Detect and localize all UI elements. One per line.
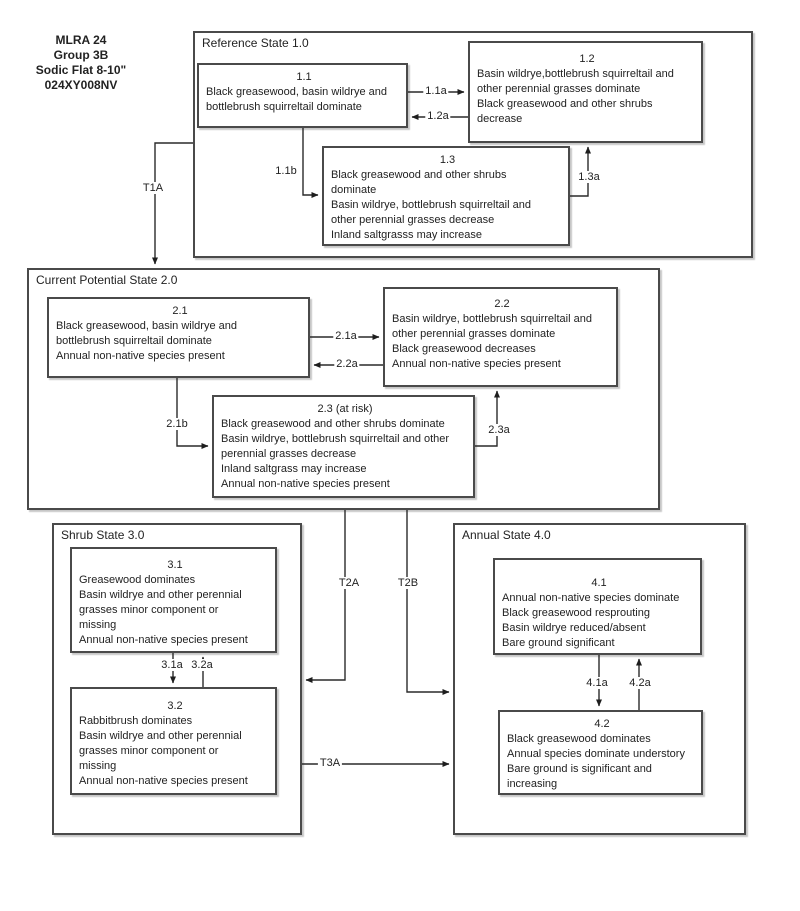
reference-state-label: Reference State 1.0 — [202, 36, 309, 50]
community-text-line: bottlebrush squirreltail dominate — [56, 335, 212, 347]
community-4-2-title: 4.2 — [594, 718, 610, 730]
community-2-2-title: 2.2 — [494, 298, 510, 310]
shrub-state-label: Shrub State 3.0 — [61, 528, 145, 542]
pathway-label-1-1a: 1.1a — [425, 85, 447, 97]
pathway-label-1-1b: 1.1b — [275, 165, 297, 177]
community-1-1-box — [197, 63, 408, 128]
current-potential-state-label: Current Potential State 2.0 — [36, 273, 178, 287]
community-text-line: Inland saltgrass may increase — [221, 463, 367, 475]
group-label: Group 3B — [53, 48, 109, 62]
community-text-line: Basin wildrye, bottlebrush squirreltail and — [392, 313, 592, 325]
community-text-line: Black greasewood dominates — [507, 733, 651, 745]
community-text-line: Annual non-native species present — [56, 350, 225, 362]
community-1-3-title: 1.3 — [439, 154, 456, 166]
community-2-3-box — [212, 395, 475, 498]
community-text-line: Greasewood dominates — [79, 574, 196, 586]
community-4-2-box — [498, 710, 703, 795]
transition-t2a-arrow — [306, 510, 345, 680]
mlra-label: MLRA 24 — [55, 33, 107, 47]
community-text-line: Bare ground significant — [502, 637, 615, 649]
community-text-line: dominate — [331, 184, 377, 196]
community-text-line: Bare ground is significant and — [507, 763, 652, 775]
community-text-line: Basin wildrye and other perennial — [79, 730, 242, 742]
community-text-line: Annual non-native species present — [79, 634, 248, 646]
community-2-1-title: 2.1 — [172, 305, 188, 317]
community-text-line: other perennial grasses decrease — [331, 214, 495, 226]
site-header — [25, 33, 137, 93]
community-2-2-box — [383, 287, 618, 387]
community-text-line: Black greasewood decreases — [392, 343, 536, 355]
community-text-line: Black greasewood, basin wildrye and — [206, 86, 387, 98]
pathway-label-2-1a: 2.1a — [335, 330, 357, 342]
community-text-line: Inland saltgrasss may increase — [331, 229, 483, 241]
community-text-line: Black greasewood resprouting — [502, 607, 650, 619]
pathway-label-1-3a: 1.3a — [578, 171, 600, 183]
pathway-label-3-2a: 3.2a — [191, 659, 213, 671]
transition-label-t1a: T1A — [142, 182, 164, 194]
community-text-line: Basin wildrye and other perennial — [79, 589, 242, 601]
community-text-line: grasses minor component or — [79, 745, 219, 757]
community-text-line: Annual non-native species present — [79, 775, 248, 787]
community-text-line: Annual non-native species dominate — [502, 592, 680, 604]
community-text-line: increasing — [507, 778, 558, 790]
community-text-line: other perennial grasses dominate — [477, 83, 641, 95]
community-text-line: Black greasewood and other shrubs dominate — [221, 418, 445, 430]
pathway-label-2-2a: 2.2a — [336, 358, 358, 370]
pathway-label-2-1b: 2.1b — [166, 418, 188, 430]
community-3-1-box — [70, 547, 277, 653]
community-text-line: Annual species dominate understory — [507, 748, 685, 760]
community-text-line: Black greasewood, basin wildrye and — [56, 320, 237, 332]
community-text-line: Basin wildrye, bottlebrush squirreltail and — [331, 199, 531, 211]
community-text-line: Annual non-native species present — [221, 478, 390, 490]
community-2-1-box — [47, 297, 310, 378]
community-4-1-title: 4.1 — [591, 577, 607, 589]
community-text-line: Basin wildrye, bottlebrush squirreltail and other — [221, 433, 450, 445]
community-text-line: decrease — [477, 113, 523, 125]
transition-label-t2a: T2A — [338, 577, 360, 589]
community-text-line: Black greasewood and other shrubs — [331, 169, 507, 181]
annual-state-label: Annual State 4.0 — [462, 528, 551, 542]
pathway-label-4-2a: 4.2a — [629, 677, 651, 689]
community-text-line: Annual non-native species present — [392, 358, 561, 370]
transition-t2b-arrow — [407, 510, 449, 692]
community-text-line: bottlebrush squirreltail dominate — [206, 101, 362, 113]
community-text-line: Black greasewood and other shrubs — [477, 98, 653, 110]
transition-label-t2b: T2B — [397, 577, 419, 589]
community-2-3-title: 2.3 (at risk) — [317, 403, 373, 415]
transition-label-t3a: T3A — [319, 757, 341, 769]
community-text-line: Rabbitbrush dominates — [79, 715, 193, 727]
transition-t1a-arrow — [155, 143, 193, 264]
community-text-line: Basin wildrye reduced/absent — [502, 622, 646, 634]
community-1-3-box — [322, 146, 570, 246]
community-1-2-title: 1.2 — [579, 53, 595, 65]
pathway-label-2-3a: 2.3a — [488, 424, 510, 436]
community-1-1-title: 1.1 — [296, 71, 312, 83]
community-text-line: perennial grasses decrease — [221, 448, 357, 460]
community-text-line: missing — [79, 760, 117, 772]
community-3-2-title: 3.2 — [167, 700, 183, 712]
community-4-1-box — [493, 558, 702, 655]
site-id-label: 024XY008NV — [44, 78, 118, 92]
community-text-line: other perennial grasses dominate — [392, 328, 556, 340]
community-text-line: Basin wildrye,bottlebrush squirreltail and — [477, 68, 674, 80]
pathway-label-1-2a: 1.2a — [427, 110, 449, 122]
community-1-2-box — [468, 41, 703, 143]
community-text-line: missing — [79, 619, 117, 631]
site-name-label: Sodic Flat 8-10" — [35, 63, 127, 77]
community-3-1-title: 3.1 — [167, 559, 183, 571]
pathway-label-3-1a: 3.1a — [161, 659, 183, 671]
community-text-line: grasses minor component or — [79, 604, 219, 616]
community-3-2-box — [70, 687, 277, 795]
pathway-label-4-1a: 4.1a — [586, 677, 608, 689]
